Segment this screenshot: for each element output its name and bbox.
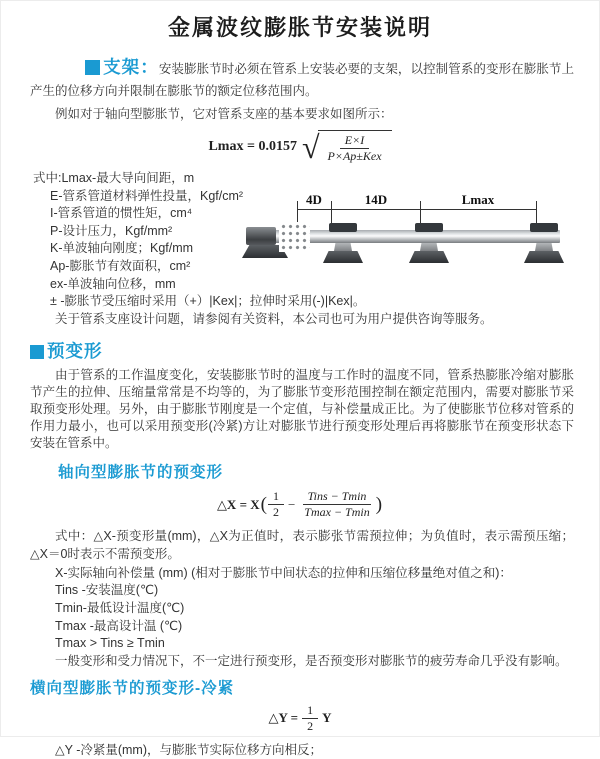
support-consulting-note: 关于管系支座设计问题，请参阅有关资料，本公司也可为用户提供咨询等服务。 (55, 311, 493, 326)
variable-line: I-管系管道的惯性矩，cm⁴ (50, 206, 193, 221)
variable-line: X-实际轴向补偿量 (mm) (相对于膨胀节中间状态的拉伸和压缩位移量绝对值之和)： (55, 565, 512, 580)
formula-dx-lhs: △X = X (216, 496, 260, 512)
predeform-paragraph: 由于管系的工作温度变化，安装膨胀节时的温度与工作时的温度不同，管系热膨胀冷缩对膨胀节产生的拉伸、压缩量常常是不均等的，为了膨胀节变形范围控制在额定范围内，需要对膨胀节采取预变形处理。另外，由于膨胀节刚度是一个定值，与补偿量成正比。为了使膨胀节位移对管系的作用力最小，也可以采用预变形(冷紧)方让对膨胀节进行预变形处理后再将膨胀节在预变形状态下安装在管系中。 (30, 368, 574, 450)
subheading-axial-predeform: 轴向型膨胀节的预变形 (58, 463, 224, 481)
variable-line: Tmax > Tins ≥ Tmin (55, 636, 165, 651)
axial-formula-explanation: 式中：△X-预变形量(mm)，△X为正值时，表示膨张节需预拉伸；为负值时，表示需预压缩；△X＝0时表示不需预变形。 (30, 528, 574, 562)
fraction-numerator: 1 (302, 703, 318, 719)
variable-line: Tmax -最高设计温 (℃) (55, 618, 183, 633)
guide-support (321, 196, 365, 288)
bellows-expansion-joint (279, 222, 310, 252)
support-neck (334, 243, 352, 251)
fraction-numerator: E×I (340, 133, 369, 149)
variable-line: ± -膨胀节受压缩时采用（+）|Kex|；拉伸时采用(-)|Kex|。 (50, 294, 366, 309)
close-paren: ) (375, 493, 383, 515)
fraction-numerator: 1 (268, 489, 284, 505)
pipe-support-diagram (246, 192, 590, 288)
support-base (323, 251, 363, 263)
fraction (323, 133, 387, 164)
support-neck (535, 243, 553, 251)
formula-dy-lhs: △Y = (268, 710, 299, 726)
open-paren: ( (260, 493, 267, 515)
formula-delta-y (0, 702, 600, 734)
formula-lmax (0, 128, 600, 166)
support-paragraph (30, 56, 574, 102)
dimension-label-4d: 4D (306, 192, 322, 207)
fraction-denominator: 2 (307, 718, 314, 733)
pipe-clamp (329, 223, 357, 232)
variable-line: 式中:Lmax-最大导向间距，m (33, 171, 195, 185)
page-title: 金属波纹膨胀节安装说明 (167, 15, 432, 40)
radical-sign: √ (301, 129, 320, 165)
variable-line: Tmin-最低设计温度(℃) (55, 601, 185, 616)
section-label: 支架： (103, 57, 159, 77)
axial-variable-list (0, 565, 600, 671)
minus-sign: − (287, 496, 296, 512)
fraction-denominator: P×Ap±Kex (327, 149, 382, 163)
section-bullet-icon (30, 345, 44, 359)
variable-line: K-单波轴向刚度；Kgf/mm (50, 241, 194, 256)
section-label: 预变形 (47, 341, 103, 362)
support-base (409, 251, 449, 263)
section-heading-predeform (30, 340, 600, 362)
variable-line: Tins -安装温度(℃) (55, 583, 159, 598)
support-example-text: 例如对于轴向型膨胀节，它对管系支座的基本要求如图所示： (55, 107, 393, 121)
section-bullet-icon (85, 60, 100, 75)
variable-line: P-设计压力，Kgf/mm² (50, 223, 173, 238)
radicand (318, 130, 392, 164)
variable-line: ex-单波轴向位移，mm (50, 276, 176, 291)
formula-delta-x (0, 485, 600, 525)
variable-line: E-管系管道材料弹性投量，Kgf/cm² (50, 188, 244, 203)
support-base (524, 251, 564, 263)
support-intro-text: 安装膨胀节时必须在管系上安装必要的支架，以控制管系的变形在膨胀节上产生的位移方向并限制在膨胀节的额定位移范围内。 (30, 62, 574, 98)
dimension-label-14d: 14D (364, 192, 388, 207)
formula-lmax-lhs: Lmax = 0.0157 (208, 139, 297, 154)
pipe-clamp (530, 223, 558, 232)
subheading-lateral-predeform: 横向型膨胀节的预变形-冷紧 (30, 680, 235, 698)
fraction-denominator: Tmax − Tmin (304, 505, 370, 520)
fixed-anchor (246, 227, 276, 245)
lateral-note: △Y -冷紧量(mm)，与膨胀节实际位移方向相反； (55, 743, 323, 758)
axial-fatigue-note: 一般变形和受力情况下，不一定进行预变形，是否预变形对膨胀节的疲劳寿命几乎没有影响。 (55, 653, 568, 668)
guide-support (522, 196, 566, 288)
fraction-numerator: Tins − Tmin (303, 489, 372, 505)
dimension-label-lmax: Lmax (461, 192, 495, 207)
fraction-temperature (299, 489, 374, 520)
support-neck (420, 243, 438, 251)
pipe-clamp (415, 223, 443, 232)
section-heading-support (85, 57, 159, 77)
fraction-half (268, 489, 284, 520)
formula-dy-rhs: Y (322, 710, 332, 726)
guide-support (407, 196, 451, 288)
sqrt-expression (302, 130, 392, 164)
variable-line: Ap-膨胀节有效面积，cm² (50, 258, 191, 273)
fraction-denominator: 2 (272, 505, 279, 520)
fraction-half (302, 703, 318, 734)
